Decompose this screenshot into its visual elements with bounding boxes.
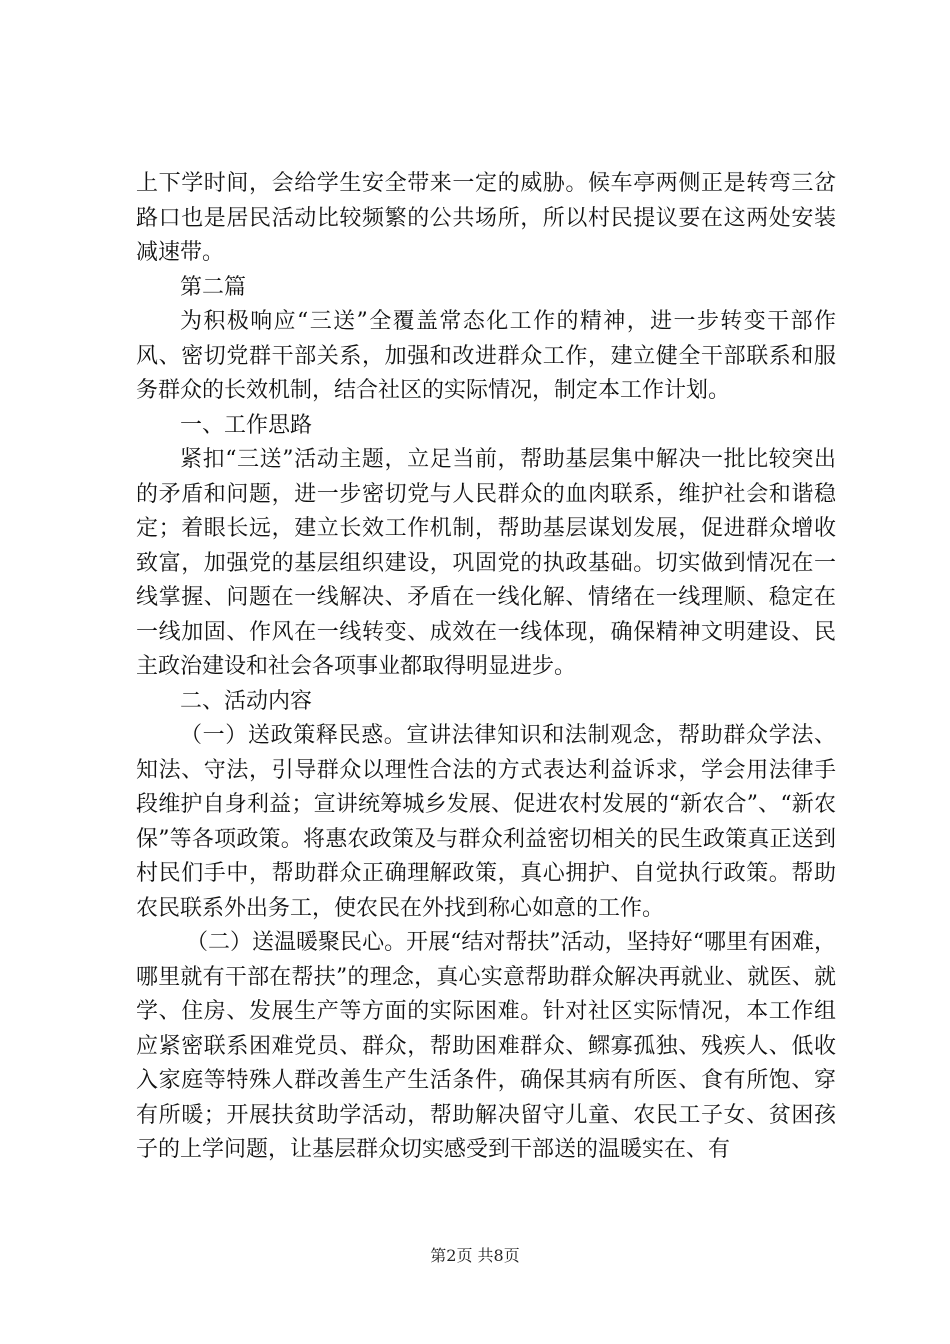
heading-work-approach: 一、工作思路 — [180, 412, 313, 438]
paragraph-work-approach: 紧扣“三送”活动主题，立足当前，帮助基层集中解决一批比较突出的矛盾和问题，进一步密切党与人民群众的血肉联系，维护社会和谐稳定；着眼长远，建立长效工作机制，帮助基层谋划发展，促进群众增收致富，加强党的基层组织建设，巩固党的执政基础。切实做到情况在一线掌握、问题在一线解决、矛盾在一线化解、情绪在一线理顺、稳定在一线加固、作风在一线转变、成效在一线体现，确保精神文明建设、民主政治建设和社会各项事业都取得明显进步。 — [136, 447, 836, 679]
paragraph-activity-two: （二）送温暖聚民心。开展“结对帮扶”活动，坚持好“哪里有困难，哪里就有干部在帮扶”的理念，真心实意帮助群众解决再就业、就医、就学、住房、发展生产等方面的实际困难。针对社区实际情况，本工作组应紧密联系困难党员、群众，帮助困难群众、鳏寡孤独、残疾人、低收入家庭等特殊人群改善生产生活条件，确保其病有所医、食有所饱、穿有所暖；开展扶贫助学活动，帮助解决留守儿童、农民工子女、贫困孩子的上学问题，让基层群众切实感受到干部送的温暖实在、有 — [136, 930, 836, 1162]
paragraph-intro: 为积极响应“三送”全覆盖常态化工作的精神，进一步转变干部作风、密切党群干部关系，加强和改进群众工作，建立健全干部联系和服务群众的长效机制，结合社区的实际情况，制定本工作计划。 — [136, 309, 836, 403]
heading-activity-content: 二、活动内容 — [180, 688, 313, 714]
paragraph-activity-one: （一）送政策释民惑。宣讲法律知识和法制观念，帮助群众学法、知法、守法，引导群众以理性合法的方式表达利益诉求，学会用法律手段维护自身利益；宣讲统筹城乡发展、促进农村发展的“新农合”、“新农保”等各项政策。将惠农政策及与群众利益密切相关的民生政策真正送到村民们手中，帮助群众正确理解政策，真心拥护、自觉执行政策。帮助农民联系外出务工，使农民在外找到称心如意的工作。 — [136, 723, 836, 921]
page-footer: 第2页 共8页 — [430, 1246, 520, 1265]
paragraph-continuation: 上下学时间，会给学生安全带来一定的威胁。候车亭两侧正是转弯三岔路口也是居民活动比较频繁的公共场所，所以村民提议要在这两处安装减速带。 — [136, 171, 836, 265]
section-heading-part-two: 第二篇 — [180, 274, 247, 300]
document-body — [136, 167, 836, 1168]
